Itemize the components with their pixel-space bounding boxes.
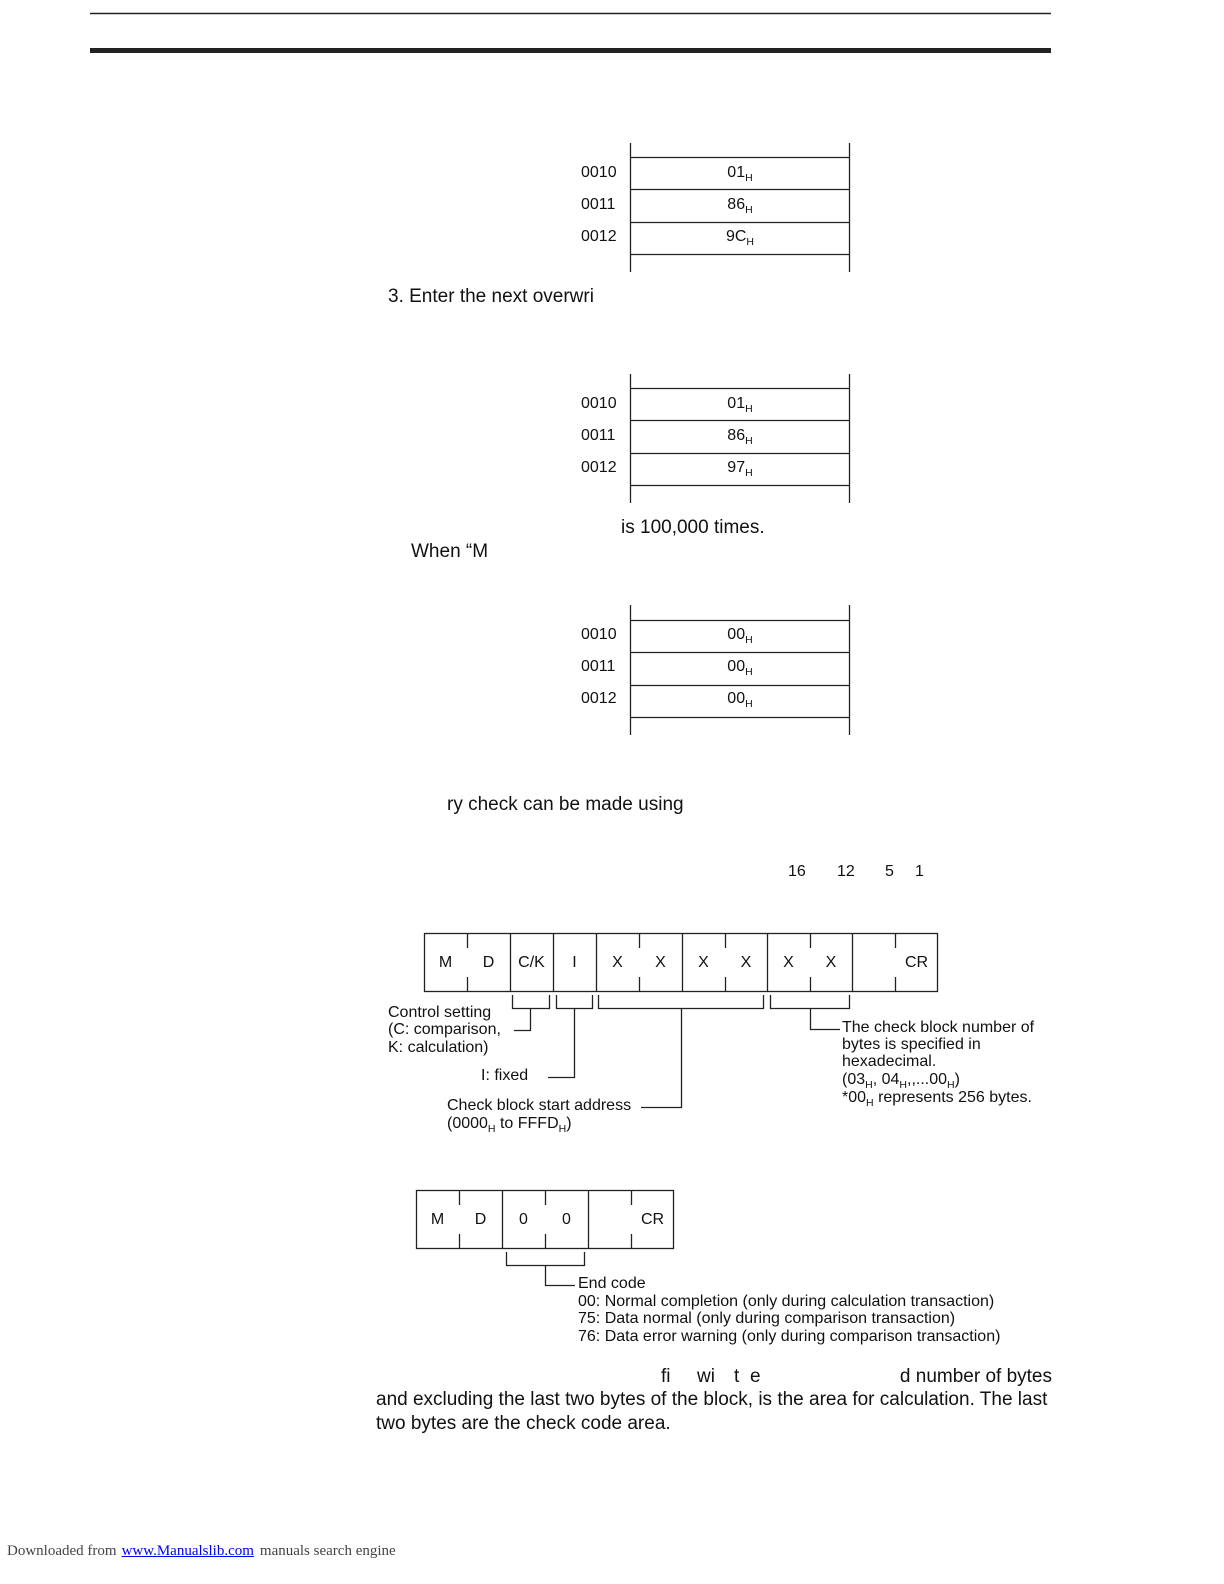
hex-suffix: H: [866, 1097, 874, 1109]
leader-end-code: [546, 1265, 576, 1286]
command-cell-bytes-2: X: [825, 954, 837, 971]
bracket-block-bytes: [771, 995, 850, 1009]
command-cell-address-4: X: [740, 954, 752, 971]
value-digits: 86: [727, 427, 746, 444]
hex-suffix: H: [487, 1123, 496, 1135]
hex-suffix: H: [899, 1079, 907, 1091]
manualslib-link[interactable]: www.Manualslib.com: [121, 1543, 254, 1559]
hex-suffix: H: [745, 666, 753, 678]
table-1-address-0012: 0012: [581, 228, 617, 245]
bracket-start-address: [599, 995, 764, 1009]
end-code-75: 75: Data normal (only during comparison transaction): [578, 1310, 956, 1327]
start-address-label: Check block start address: [447, 1097, 632, 1114]
times-text: is 100,000 times.: [621, 517, 765, 538]
table-2-address-0011: 0011: [581, 427, 616, 444]
annotation-fixed: I: fixed: [481, 1067, 529, 1084]
hex-suffix: H: [558, 1123, 567, 1135]
hex-suffix: H: [746, 236, 755, 248]
start-address-range: [447, 1115, 572, 1134]
fragment-t: t: [734, 1366, 740, 1387]
hex-suffix: H: [745, 204, 753, 216]
hex-suffix: H: [745, 698, 753, 710]
range-part: (0000: [447, 1115, 488, 1132]
leader-start-address: [641, 1008, 682, 1108]
range-part: ,,...00: [907, 1071, 948, 1088]
table-3-address-0012: 0012: [581, 690, 617, 707]
table-2-value-2: [631, 420, 849, 452]
range-part: (03: [842, 1071, 866, 1088]
command-cell-address-1: X: [612, 954, 623, 971]
range-part: ): [954, 1071, 960, 1088]
value-digits: 00: [727, 626, 746, 643]
paragraph-line-3: two bytes are the check code area.: [376, 1413, 671, 1434]
step-3-text: 3. Enter the next overwri: [388, 286, 594, 307]
hex-suffix: H: [745, 403, 753, 415]
value-digits: 00: [727, 690, 746, 707]
response-cell-end-code-1: 0: [519, 1211, 528, 1228]
table-3-address-0010: 0010: [581, 626, 617, 643]
table-2-address-0012: 0012: [581, 459, 617, 476]
leader-block-bytes: [811, 1008, 841, 1030]
hex-suffix: H: [745, 435, 753, 447]
command-brackets: [513, 995, 850, 1108]
footer-suffix: manuals search engine: [259, 1543, 396, 1559]
when-text: When “M: [411, 541, 489, 562]
range-part: ): [566, 1115, 572, 1132]
fragment-wi: wi: [697, 1366, 715, 1387]
table-3-value-1: [631, 619, 849, 651]
value-digits: 01: [727, 164, 746, 181]
fragment-number-of-bytes: d number of bytes: [899, 1366, 1052, 1387]
control-setting-comparison: (C: comparison,: [388, 1021, 501, 1038]
table-3-value-3: [631, 683, 849, 715]
control-setting-calculation: K: calculation): [388, 1039, 489, 1056]
value-digits: 97: [727, 459, 746, 476]
command-cell-cr: CR: [904, 954, 929, 971]
block-bytes-line-1: The check block number of: [842, 1019, 1035, 1036]
byte-position-12: 12: [837, 863, 855, 880]
response-cell-end-code-2: 0: [562, 1211, 571, 1228]
end-code-title: End code: [578, 1275, 646, 1292]
byte-position-16: 16: [788, 863, 806, 880]
byte-position-1: 1: [915, 863, 924, 880]
command-cell-control: C/K: [518, 954, 545, 971]
note-part: *00: [842, 1089, 867, 1106]
value-digits: 00: [727, 658, 746, 675]
download-footer: [7, 1542, 396, 1560]
value-digits: 9C: [725, 228, 747, 245]
command-cell-address-2: X: [655, 954, 666, 971]
table-3-address-0011: 0011: [581, 658, 616, 675]
control-setting-title: Control setting: [388, 1004, 492, 1021]
range-part: , 04: [872, 1071, 900, 1088]
note-part: represents 256 bytes.: [873, 1089, 1032, 1106]
bracket-fixed: [557, 995, 593, 1009]
command-cell-d: D: [482, 954, 495, 971]
leader-control-setting: [514, 1008, 531, 1031]
value-digits: 01: [727, 395, 746, 412]
fragment-fi: fi: [661, 1366, 671, 1387]
command-cell-address-3: X: [698, 954, 709, 971]
footer-prefix: Downloaded from: [7, 1543, 117, 1559]
block-bytes-note: [842, 1089, 1032, 1108]
fragment-e: e: [750, 1366, 761, 1387]
table-3-value-2: [631, 651, 849, 683]
bracket-end-code: [507, 1252, 585, 1266]
table-1-value-3: [631, 221, 849, 253]
range-part: to FFFD: [495, 1115, 559, 1132]
table-1-value-2: [631, 189, 849, 221]
table-1-address-0010: 0010: [581, 164, 617, 181]
end-code-76: 76: Data error warning (only during comparison transaction): [578, 1328, 1001, 1345]
command-cell-m: M: [438, 954, 453, 971]
hex-suffix: H: [865, 1079, 873, 1091]
leader-fixed: [548, 1008, 575, 1078]
table-2-value-1: [631, 388, 849, 420]
bracket-control-setting: [513, 995, 550, 1009]
end-code-00: 00: Normal completion (only during calculation transaction): [578, 1293, 995, 1310]
response-brackets: [507, 1252, 585, 1286]
response-cell-m: M: [430, 1211, 445, 1228]
paragraph-line-2: and excluding the last two bytes of the block, is the area for calculation. The last: [376, 1389, 1048, 1410]
block-bytes-range: [842, 1071, 960, 1090]
response-cell-cr: CR: [640, 1211, 665, 1228]
block-bytes-line-3: hexadecimal.: [842, 1053, 937, 1070]
hex-suffix: H: [745, 634, 753, 646]
byte-position-5: 5: [885, 863, 894, 880]
hex-suffix: H: [745, 172, 753, 184]
table-2-value-3: [631, 452, 849, 484]
command-cell-bytes-1: X: [783, 954, 794, 971]
table-2-address-0010: 0010: [581, 395, 617, 412]
command-cell-fixed: I: [572, 954, 577, 971]
response-cell-d: D: [474, 1211, 487, 1228]
table-1-address-0011: 0011: [581, 196, 616, 213]
check-intro-text: ry check can be made using: [447, 794, 684, 815]
hex-suffix: H: [947, 1079, 955, 1091]
block-bytes-line-2: bytes is specified in: [842, 1036, 981, 1053]
value-digits: 86: [727, 196, 746, 213]
hex-suffix: H: [745, 467, 753, 479]
table-1-value-1: [631, 157, 849, 189]
